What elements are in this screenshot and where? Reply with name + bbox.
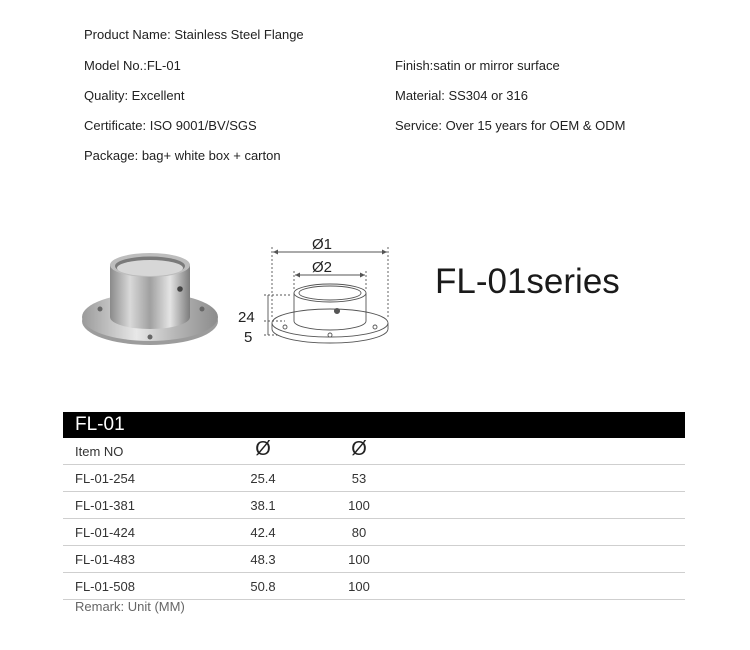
cell-diameter-1: 50.8 <box>250 579 276 594</box>
cell-diameter-2: 53 <box>351 471 367 486</box>
cell-diameter-2: 100 <box>348 579 370 594</box>
dim1-label: Ø1 <box>312 236 333 253</box>
product-illustration <box>80 225 400 355</box>
spec-quality: Quality: Excellent <box>84 88 185 103</box>
header-item-no: Item NO <box>75 444 124 459</box>
spec-certificate: Certificate: ISO 9001/BV/SGS <box>84 118 257 133</box>
table-title-bar <box>63 412 685 438</box>
table-row <box>63 492 685 519</box>
cell-diameter-1: 48.3 <box>250 552 276 567</box>
spec-table <box>63 438 685 600</box>
spec-product-name: Product Name: Stainless Steel Flange <box>84 27 304 42</box>
cell-item-no: FL-01-254 <box>75 471 135 486</box>
remark-note: Remark: Unit (MM) <box>75 599 185 614</box>
header-diameter-2: Ø <box>351 438 367 460</box>
spec-material: Material: SS304 or 316 <box>395 88 528 103</box>
table-row <box>63 573 685 600</box>
base-thickness-label: 5 <box>244 329 253 346</box>
table-row <box>63 519 685 546</box>
spec-service: Service: Over 15 years for OEM & ODM <box>395 118 626 133</box>
cell-diameter-1: 25.4 <box>250 471 276 486</box>
spec-model-no: Model No.:FL-01 <box>84 58 181 73</box>
cell-diameter-2: 100 <box>348 552 370 567</box>
cell-item-no: FL-01-508 <box>75 579 135 594</box>
flange-photo <box>82 253 218 345</box>
table-header-row <box>63 438 685 465</box>
cell-diameter-1: 38.1 <box>250 498 276 513</box>
spec-finish: Finish:satin or mirror surface <box>395 58 560 73</box>
table-row <box>63 465 685 492</box>
cell-diameter-2: 100 <box>348 498 370 513</box>
series-title: FL-01series <box>435 262 620 301</box>
cell-item-no: FL-01-483 <box>75 552 135 567</box>
spec-package: Package: bag+ white box + carton <box>84 148 281 163</box>
dim2-label: Ø2 <box>312 259 333 276</box>
cell-item-no: FL-01-381 <box>75 498 135 513</box>
cell-diameter-1: 42.4 <box>250 525 276 540</box>
height-label: 24 <box>238 309 255 326</box>
table-row <box>63 546 685 573</box>
cell-item-no: FL-01-424 <box>75 525 135 540</box>
table-title: FL-01 <box>75 414 125 435</box>
header-diameter-1: Ø <box>255 438 271 460</box>
cell-diameter-2: 80 <box>351 525 367 540</box>
